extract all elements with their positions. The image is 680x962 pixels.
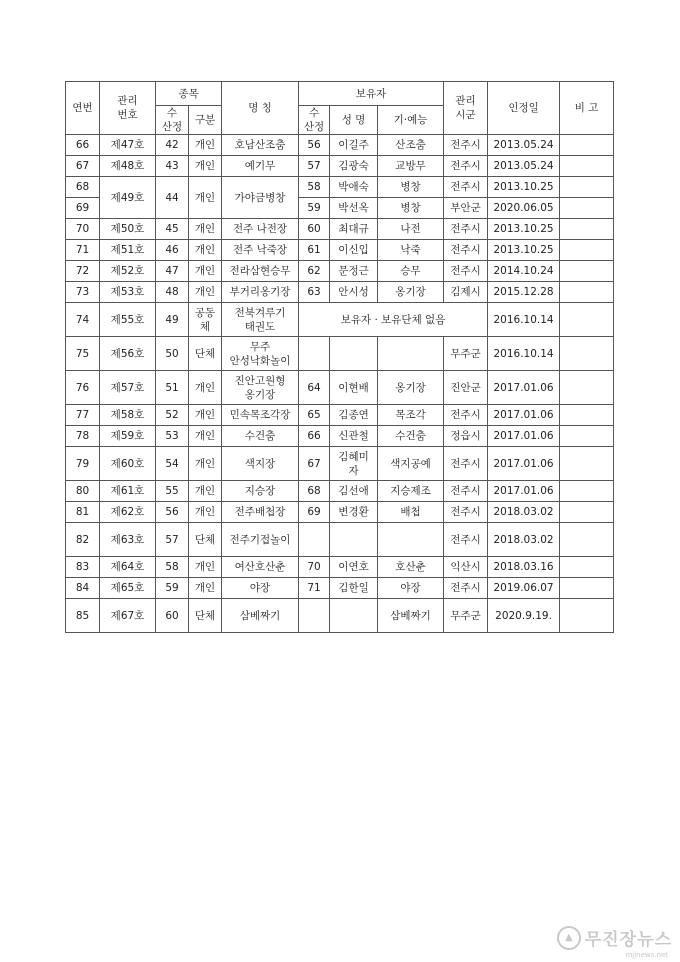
cell-holder-skill: 낙죽 (378, 240, 444, 261)
cell-date: 2017.01.06 (488, 426, 560, 447)
cell-holder-name: 최대규 (330, 219, 378, 240)
cell-cat-num: 49 (156, 303, 189, 337)
cell-remark (560, 405, 614, 426)
cell-mgmt-no: 제48호 (100, 156, 156, 177)
cell-holder-num: 60 (299, 219, 330, 240)
cell-admin: 전주시 (444, 578, 488, 599)
cell-name: 삼베짜기 (222, 599, 299, 633)
cell-holder-name: 김광숙 (330, 156, 378, 177)
cell-holder-num: 65 (299, 405, 330, 426)
cell-seq: 67 (66, 156, 100, 177)
cell-holder-num: 56 (299, 135, 330, 156)
cell-holder-name: 이신입 (330, 240, 378, 261)
cell-admin: 부안군 (444, 198, 488, 219)
cell-holder-num: 63 (299, 282, 330, 303)
cell-mgmt-no: 제59호 (100, 426, 156, 447)
cell-mgmt-no: 제65호 (100, 578, 156, 599)
cell-cat-num: 57 (156, 523, 189, 557)
cell-holder-num: 64 (299, 371, 330, 405)
cell-admin: 전주시 (444, 523, 488, 557)
cell-holder-num: 71 (299, 578, 330, 599)
cell-holder-name (330, 337, 378, 371)
cell-cat-num: 44 (156, 177, 189, 219)
cell-holder-skill: 옹기장 (378, 371, 444, 405)
cell-seq: 76 (66, 371, 100, 405)
cell-cat-num: 48 (156, 282, 189, 303)
cell-date: 2013.10.25 (488, 240, 560, 261)
cell-holder-name: 신관철 (330, 426, 378, 447)
cell-cat-type: 개인 (189, 578, 222, 599)
cell-date: 2020.9.19. (488, 599, 560, 633)
cell-date: 2018.03.16 (488, 557, 560, 578)
header-holder-skill: 기·예능 (378, 106, 444, 135)
cell-holder-skill: 목조각 (378, 405, 444, 426)
cell-remark (560, 261, 614, 282)
cell-name: 전주기접놀이 (222, 523, 299, 557)
cell-holder-num: 68 (299, 481, 330, 502)
cell-holder-name: 김종연 (330, 405, 378, 426)
cell-remark (560, 219, 614, 240)
cell-cat-type: 개인 (189, 282, 222, 303)
table-row (66, 481, 614, 502)
header-mgmt-no: 관리 번호 (100, 82, 156, 135)
cell-cat-type: 단체 (189, 599, 222, 633)
cell-seq: 73 (66, 282, 100, 303)
cell-name: 전라삼현승무 (222, 261, 299, 282)
cell-admin: 김제시 (444, 282, 488, 303)
table-row (66, 240, 614, 261)
cell-date: 2013.10.25 (488, 219, 560, 240)
table-row (66, 177, 614, 198)
cell-cat-num: 42 (156, 135, 189, 156)
cell-mgmt-no: 제58호 (100, 405, 156, 426)
cell-seq: 81 (66, 502, 100, 523)
cell-name: 색지장 (222, 447, 299, 481)
header-cat-num: 수 산정 (156, 106, 189, 135)
cell-holder-num (299, 599, 330, 633)
table-row (66, 557, 614, 578)
cell-date: 2020.06.05 (488, 198, 560, 219)
cell-admin: 무주군 (444, 337, 488, 371)
cell-mgmt-no: 제47호 (100, 135, 156, 156)
cell-holder-num: 66 (299, 426, 330, 447)
cell-date: 2018.03.02 (488, 523, 560, 557)
cell-holder-name (330, 599, 378, 633)
cell-cat-type: 공동 체 (189, 303, 222, 337)
cell-seq: 84 (66, 578, 100, 599)
cell-date: 2013.05.24 (488, 156, 560, 177)
cell-remark (560, 198, 614, 219)
cell-mgmt-no: 제50호 (100, 219, 156, 240)
cell-admin: 전주시 (444, 481, 488, 502)
cell-cat-num: 53 (156, 426, 189, 447)
cell-holder-skill (378, 337, 444, 371)
cell-holder-name: 이연호 (330, 557, 378, 578)
cell-cat-num: 58 (156, 557, 189, 578)
cell-admin: 정읍시 (444, 426, 488, 447)
cell-name: 전주배첩장 (222, 502, 299, 523)
cell-admin: 전주시 (444, 405, 488, 426)
cell-seq: 68 (66, 177, 100, 198)
cell-holder-skill: 수건춤 (378, 426, 444, 447)
cell-cat-type: 개인 (189, 240, 222, 261)
cell-holder-skill: 배첩 (378, 502, 444, 523)
cell-name: 지승장 (222, 481, 299, 502)
cell-seq: 71 (66, 240, 100, 261)
cell-remark (560, 240, 614, 261)
table-row (66, 135, 614, 156)
cell-seq: 69 (66, 198, 100, 219)
cell-cat-type: 개인 (189, 135, 222, 156)
cell-holder-name: 김선애 (330, 481, 378, 502)
cell-remark (560, 371, 614, 405)
cell-mgmt-no: 제57호 (100, 371, 156, 405)
cell-cat-type: 단체 (189, 337, 222, 371)
cell-cat-type: 개인 (189, 405, 222, 426)
cell-holder-num: 58 (299, 177, 330, 198)
cell-holder-name: 박애숙 (330, 177, 378, 198)
cell-mgmt-no: 제67호 (100, 599, 156, 633)
cell-seq: 66 (66, 135, 100, 156)
header-admin: 관리 시군 (444, 82, 488, 135)
cell-admin: 전주시 (444, 219, 488, 240)
cell-mgmt-no: 제62호 (100, 502, 156, 523)
header-remarks: 비 고 (560, 82, 614, 135)
table-row (66, 282, 614, 303)
cell-holder-name: 이길주 (330, 135, 378, 156)
cell-holder-num: 62 (299, 261, 330, 282)
cell-remark (560, 481, 614, 502)
cell-mgmt-no: 제60호 (100, 447, 156, 481)
cell-date: 2014.10.24 (488, 261, 560, 282)
cell-holder-skill: 삼베짜기 (378, 599, 444, 633)
cell-seq: 78 (66, 426, 100, 447)
cell-holder-name: 이현배 (330, 371, 378, 405)
table-row (66, 502, 614, 523)
cell-admin: 전주시 (444, 240, 488, 261)
cell-admin: 전주시 (444, 135, 488, 156)
cell-holder-num: 57 (299, 156, 330, 177)
cell-cat-num: 47 (156, 261, 189, 282)
table-row (66, 523, 614, 557)
cell-holder-name (330, 523, 378, 557)
cell-seq: 79 (66, 447, 100, 481)
cell-cat-num: 46 (156, 240, 189, 261)
cell-cat-type: 개인 (189, 447, 222, 481)
cell-name: 민속목조각장 (222, 405, 299, 426)
cell-date: 2019.06.07 (488, 578, 560, 599)
cell-holder-skill: 교방무 (378, 156, 444, 177)
cell-holder-note: 보유자 · 보유단체 없음 (299, 303, 488, 337)
cell-admin: 익산시 (444, 557, 488, 578)
cell-mgmt-no: 제63호 (100, 523, 156, 557)
cell-mgmt-no: 제64호 (100, 557, 156, 578)
cell-holder-num: 70 (299, 557, 330, 578)
cell-holder-name: 박선옥 (330, 198, 378, 219)
cell-holder-skill: 승무 (378, 261, 444, 282)
watermark (557, 925, 672, 959)
cell-name: 진안고원형 옹기장 (222, 371, 299, 405)
cell-remark (560, 502, 614, 523)
cell-mgmt-no: 제52호 (100, 261, 156, 282)
cell-name: 수건춤 (222, 426, 299, 447)
cell-holder-skill (378, 523, 444, 557)
cell-name: 호남산조춤 (222, 135, 299, 156)
table-row (66, 337, 614, 371)
cell-admin: 진안군 (444, 371, 488, 405)
cell-seq: 70 (66, 219, 100, 240)
cell-seq: 74 (66, 303, 100, 337)
cell-admin: 무주군 (444, 599, 488, 633)
cell-cat-type: 개인 (189, 371, 222, 405)
cell-remark (560, 135, 614, 156)
table-row (66, 447, 614, 481)
watermark-brand: 무진장뉴스 (584, 930, 672, 950)
cell-name: 전주 낙죽장 (222, 240, 299, 261)
table-row (66, 599, 614, 633)
cell-remark (560, 578, 614, 599)
cell-cat-num: 59 (156, 578, 189, 599)
cell-cat-num: 51 (156, 371, 189, 405)
cell-date: 2013.10.25 (488, 177, 560, 198)
cell-date: 2017.01.06 (488, 405, 560, 426)
cell-date: 2016.10.14 (488, 337, 560, 371)
cell-holder-num: 67 (299, 447, 330, 481)
cell-mgmt-no: 제49호 (100, 177, 156, 219)
cell-mgmt-no: 제61호 (100, 481, 156, 502)
table-row (66, 426, 614, 447)
cell-remark (560, 557, 614, 578)
header-holder: 보유자 (299, 82, 444, 106)
header-cat-type: 구분 (189, 106, 222, 135)
cell-admin: 전주시 (444, 261, 488, 282)
cell-cat-type: 개인 (189, 156, 222, 177)
table-row (66, 371, 614, 405)
cell-seq: 85 (66, 599, 100, 633)
cell-mgmt-no: 제56호 (100, 337, 156, 371)
cell-seq: 82 (66, 523, 100, 557)
cell-cat-num: 60 (156, 599, 189, 633)
cell-mgmt-no: 제55호 (100, 303, 156, 337)
header-holder-num: 수 산정 (299, 106, 330, 135)
cell-holder-num: 69 (299, 502, 330, 523)
heritage-registry-table (65, 81, 614, 633)
cell-name: 무주 안성낙화놀이 (222, 337, 299, 371)
cell-holder-skill: 호산춘 (378, 557, 444, 578)
cell-cat-num: 45 (156, 219, 189, 240)
cell-name: 여산호산춘 (222, 557, 299, 578)
cell-cat-num: 43 (156, 156, 189, 177)
cell-name: 야장 (222, 578, 299, 599)
header-date: 인정일 (488, 82, 560, 135)
cell-cat-type: 개인 (189, 502, 222, 523)
cell-admin: 전주시 (444, 177, 488, 198)
cell-seq: 80 (66, 481, 100, 502)
cell-date: 2013.05.24 (488, 135, 560, 156)
cell-holder-name: 김혜미 자 (330, 447, 378, 481)
cell-cat-num: 52 (156, 405, 189, 426)
cell-holder-skill: 야장 (378, 578, 444, 599)
cell-remark (560, 337, 614, 371)
cell-remark (560, 599, 614, 633)
cell-date: 2016.10.14 (488, 303, 560, 337)
cell-name: 전북겨루기 태권도 (222, 303, 299, 337)
cell-date: 2018.03.02 (488, 502, 560, 523)
header-seq: 연번 (66, 82, 100, 135)
cell-date: 2017.01.06 (488, 447, 560, 481)
cell-holder-name: 변경환 (330, 502, 378, 523)
cell-cat-type: 개인 (189, 177, 222, 219)
cell-cat-type: 개인 (189, 261, 222, 282)
cell-holder-name: 김한일 (330, 578, 378, 599)
cell-remark (560, 156, 614, 177)
cell-mgmt-no: 제53호 (100, 282, 156, 303)
cell-remark (560, 447, 614, 481)
cell-remark (560, 282, 614, 303)
cell-holder-num: 59 (299, 198, 330, 219)
cell-holder-skill: 옹기장 (378, 282, 444, 303)
cell-name: 부거리옹기장 (222, 282, 299, 303)
table-row (66, 303, 614, 337)
cell-holder-name: 문정근 (330, 261, 378, 282)
cell-holder-skill: 지승제조 (378, 481, 444, 502)
cell-admin: 전주시 (444, 447, 488, 481)
cell-cat-type: 개인 (189, 426, 222, 447)
cell-holder-num: 61 (299, 240, 330, 261)
watermark-url: mjjnews.net (625, 951, 668, 959)
cell-name: 예기무 (222, 156, 299, 177)
cell-mgmt-no: 제51호 (100, 240, 156, 261)
cell-cat-type: 개인 (189, 481, 222, 502)
cell-holder-skill: 색지공예 (378, 447, 444, 481)
cell-name: 전주 나전장 (222, 219, 299, 240)
cell-holder-skill: 병창 (378, 177, 444, 198)
cell-cat-num: 56 (156, 502, 189, 523)
cell-admin: 전주시 (444, 502, 488, 523)
cell-seq: 77 (66, 405, 100, 426)
cell-name: 가야금병창 (222, 177, 299, 219)
cell-date: 2017.01.06 (488, 481, 560, 502)
header-name: 명 칭 (222, 82, 299, 135)
header-category: 종목 (156, 82, 222, 106)
cell-holder-num (299, 523, 330, 557)
cell-holder-num (299, 337, 330, 371)
cell-remark (560, 426, 614, 447)
cell-cat-num: 54 (156, 447, 189, 481)
cell-date: 2015.12.28 (488, 282, 560, 303)
cell-date: 2017.01.06 (488, 371, 560, 405)
cell-holder-skill: 나전 (378, 219, 444, 240)
cell-holder-skill: 병창 (378, 198, 444, 219)
cell-cat-type: 개인 (189, 557, 222, 578)
cell-seq: 83 (66, 557, 100, 578)
cell-cat-num: 55 (156, 481, 189, 502)
cell-admin: 전주시 (444, 156, 488, 177)
cell-holder-skill: 산조춤 (378, 135, 444, 156)
cell-seq: 75 (66, 337, 100, 371)
table-row (66, 219, 614, 240)
table-row (66, 405, 614, 426)
table-row (66, 578, 614, 599)
cell-remark (560, 177, 614, 198)
newspaper-logo-icon: ▲ (557, 926, 581, 950)
cell-cat-num: 50 (156, 337, 189, 371)
table-row (66, 156, 614, 177)
cell-cat-type: 단체 (189, 523, 222, 557)
cell-cat-type: 개인 (189, 219, 222, 240)
header-holder-name: 성 명 (330, 106, 378, 135)
cell-remark (560, 523, 614, 557)
cell-remark (560, 303, 614, 337)
cell-holder-name: 안시성 (330, 282, 378, 303)
cell-seq: 72 (66, 261, 100, 282)
table-row (66, 261, 614, 282)
